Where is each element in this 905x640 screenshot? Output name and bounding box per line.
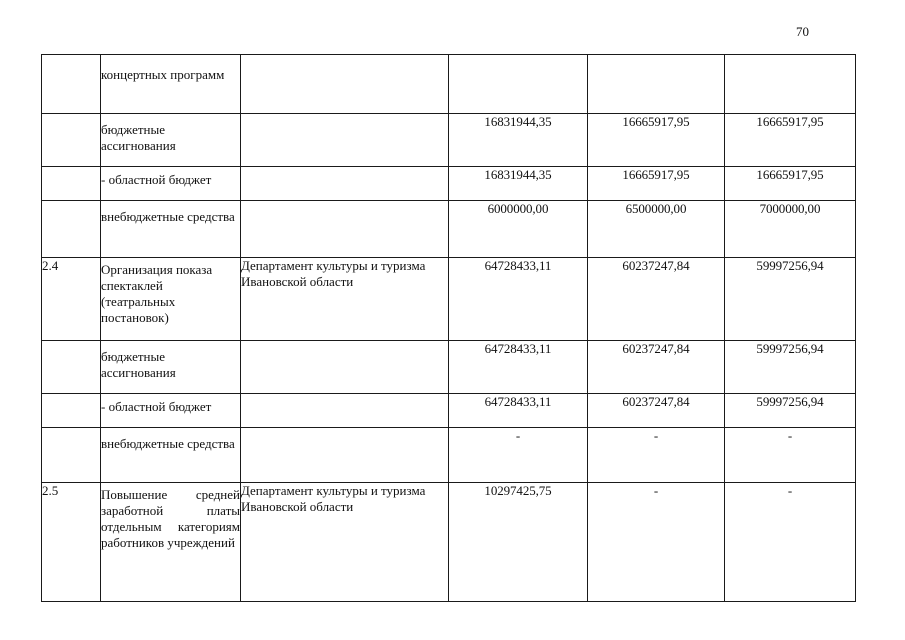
row-number-cell [42, 114, 101, 167]
row-value-year2-cell: 6500000,00 [588, 201, 725, 258]
row-executor-cell [241, 341, 449, 394]
row-name-cell: бюджетные ассигнования [101, 114, 241, 167]
row-number-cell [42, 341, 101, 394]
row-executor-cell [241, 114, 449, 167]
row-value-year1-cell [449, 55, 588, 114]
row-executor-cell [241, 167, 449, 201]
row-value-year1-cell: 64728433,11 [449, 394, 588, 428]
table-row [42, 394, 856, 428]
row-name-cell: внебюджетные средства [101, 201, 241, 258]
row-value-year3-cell: 7000000,00 [725, 201, 856, 258]
row-value-year2-cell [588, 55, 725, 114]
row-value-year3-cell [725, 55, 856, 114]
row-name-cell: - областной бюджет [101, 394, 241, 428]
row-value-year2-cell: 60237247,84 [588, 258, 725, 341]
table-row [42, 167, 856, 201]
row-value-year2-cell: 16665917,95 [588, 114, 725, 167]
row-executor-cell: Департамент культуры и туризма Ивановской области [241, 258, 449, 341]
row-value-year2-cell: 16665917,95 [588, 167, 725, 201]
row-name-cell: внебюджетные средства [101, 428, 241, 483]
table-row [42, 55, 856, 114]
row-value-year3-cell: - [725, 428, 856, 483]
table-row [42, 114, 856, 167]
row-value-year3-cell: 16665917,95 [725, 167, 856, 201]
row-value-year3-cell: 59997256,94 [725, 341, 856, 394]
row-number-cell: 2.4 [42, 258, 101, 341]
row-name-cell: бюджетные ассигнования [101, 341, 241, 394]
row-executor-cell: Департамент культуры и туризма Ивановской области [241, 483, 449, 602]
table-row [42, 201, 856, 258]
row-value-year2-cell: - [588, 428, 725, 483]
row-name-cell: Организация показа спектаклей (театральных постановок) [101, 258, 241, 341]
row-number-cell [42, 428, 101, 483]
row-name-cell: Повышение средней заработной платы отдельным категориям работников учреждений [101, 483, 241, 602]
row-value-year3-cell: - [725, 483, 856, 602]
row-value-year1-cell: 64728433,11 [449, 341, 588, 394]
table-row [42, 428, 856, 483]
row-value-year3-cell: 59997256,94 [725, 258, 856, 341]
row-value-year1-cell: 6000000,00 [449, 201, 588, 258]
row-value-year2-cell: 60237247,84 [588, 341, 725, 394]
row-executor-cell [241, 201, 449, 258]
row-name-cell: концертных программ [101, 55, 241, 114]
row-executor-cell [241, 428, 449, 483]
row-value-year1-cell: 16831944,35 [449, 167, 588, 201]
row-value-year2-cell: - [588, 483, 725, 602]
row-executor-cell [241, 394, 449, 428]
table-row [42, 341, 856, 394]
row-name-cell: - областной бюджет [101, 167, 241, 201]
row-value-year3-cell: 16665917,95 [725, 114, 856, 167]
row-number-cell [42, 394, 101, 428]
budget-table [41, 54, 856, 602]
table-row [42, 483, 856, 602]
row-number-cell [42, 167, 101, 201]
row-value-year1-cell: 10297425,75 [449, 483, 588, 602]
row-number-cell: 2.5 [42, 483, 101, 602]
row-value-year2-cell: 60237247,84 [588, 394, 725, 428]
table-row [42, 258, 856, 341]
row-executor-cell [241, 55, 449, 114]
row-value-year1-cell: 64728433,11 [449, 258, 588, 341]
row-value-year1-cell: 16831944,35 [449, 114, 588, 167]
row-value-year3-cell: 59997256,94 [725, 394, 856, 428]
row-number-cell [42, 201, 101, 258]
row-number-cell [42, 55, 101, 114]
row-value-year1-cell: - [449, 428, 588, 483]
page-number: 70 [796, 24, 809, 39]
